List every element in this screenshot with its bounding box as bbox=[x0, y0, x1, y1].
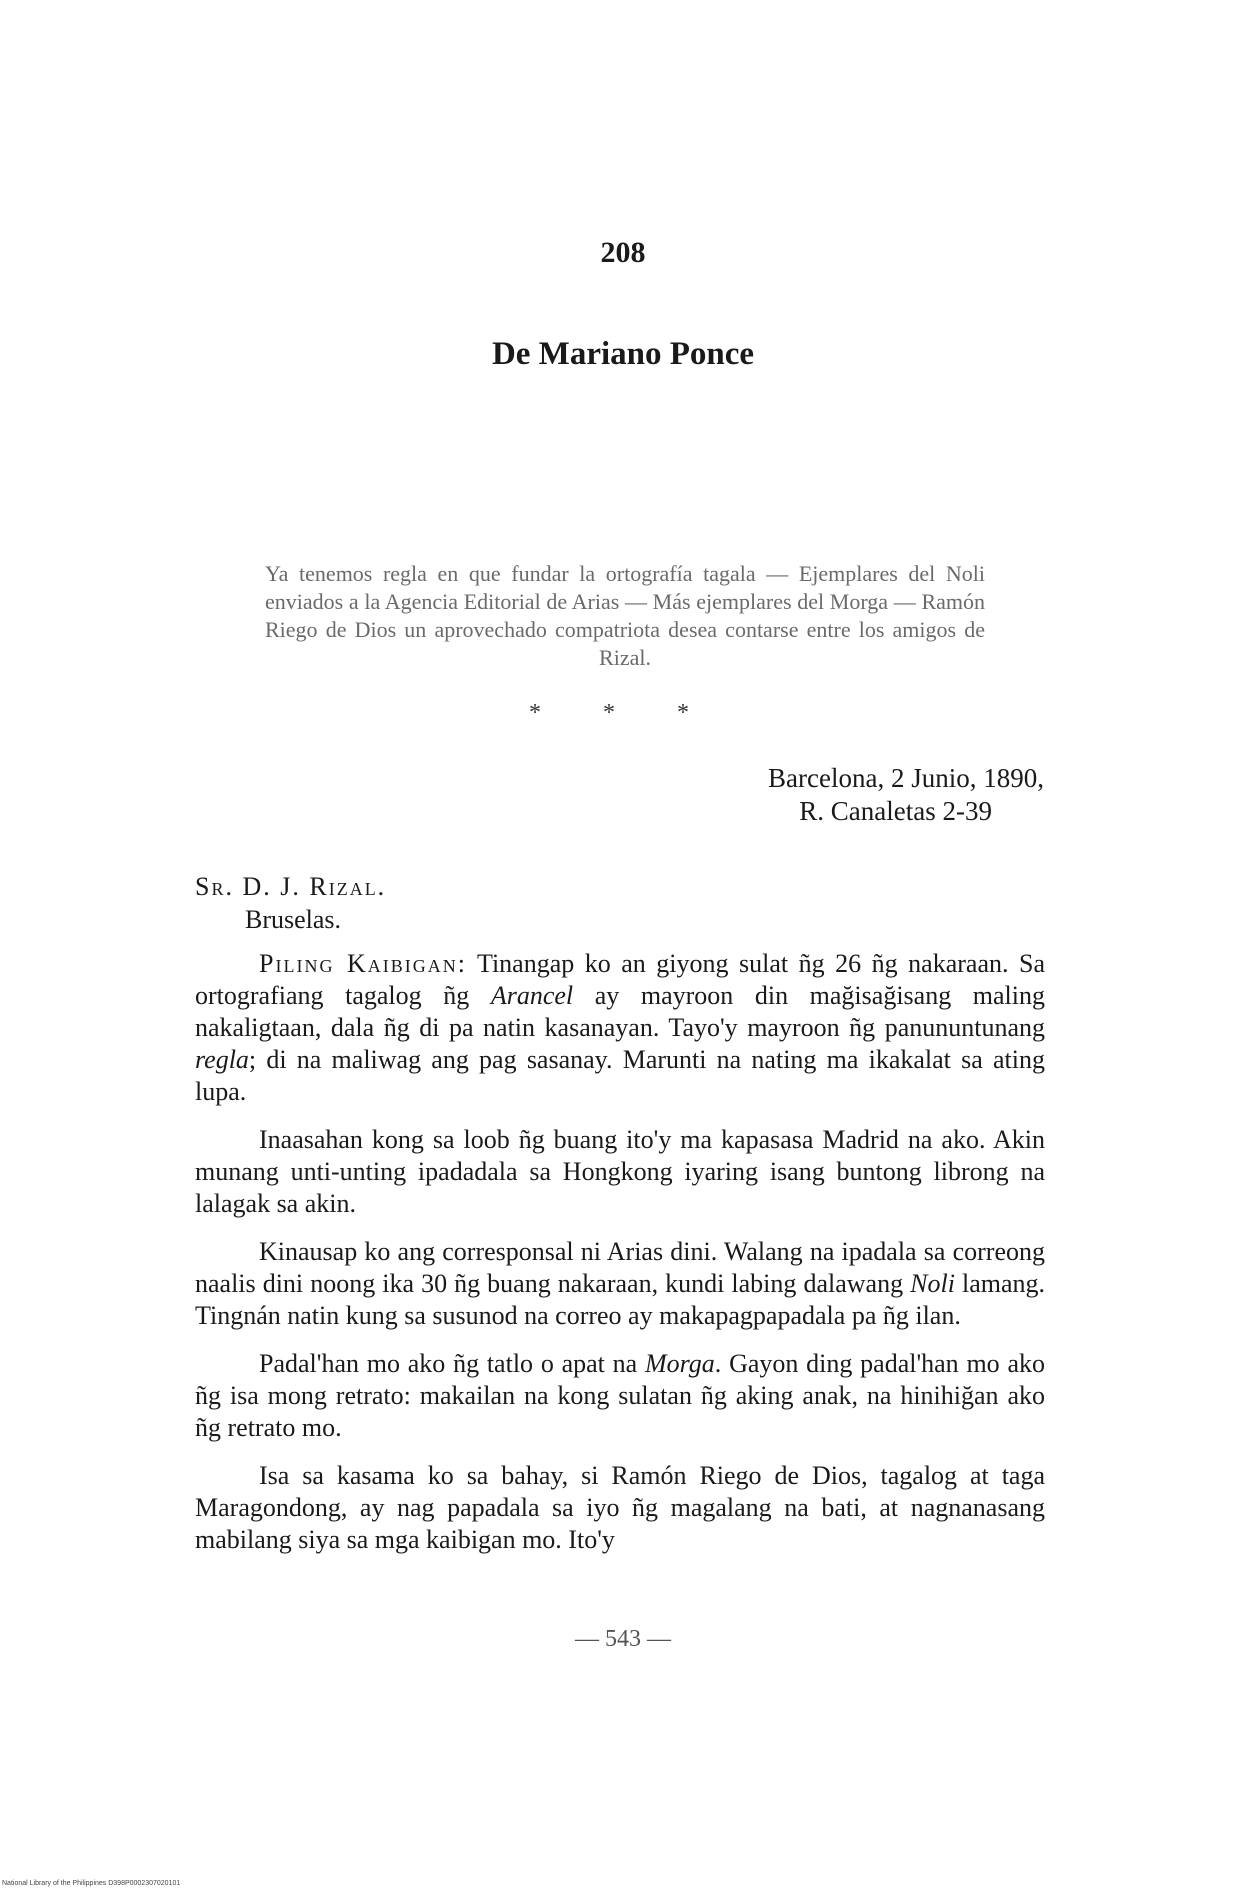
italic-title: Arancel bbox=[490, 981, 574, 1010]
address-line: R. Canaletas 2-39 bbox=[799, 796, 992, 826]
italic-title: Morga bbox=[644, 1349, 715, 1378]
letter-body bbox=[195, 948, 1045, 1572]
paragraph-text: Tinangap ko an giyong sulat ñg 26 ñg nakaraan. Sa ortografiang tagalog ñg bbox=[195, 949, 1045, 1010]
paragraph-text: ay mayroon din mağisağisang maling nakaligtaan, dala ñg di pa natin kasanayan. Tayo'y mayroon ñg panununtunang bbox=[195, 981, 1045, 1042]
paragraph-text: . Gayon ding padal'han mo ako ñg isa mong retrato: makailan na kong sulatan ñg aking anak, na hinihiğan ako ñg retrato mo. bbox=[195, 1349, 1045, 1442]
letter-number: 208 bbox=[600, 236, 646, 269]
recipient-block bbox=[195, 870, 386, 936]
archive-footer: National Library of the Philippines D398P0002307020101 bbox=[2, 1880, 181, 1887]
paragraph-text: Padal'han mo ako ñg tatlo o apat na bbox=[259, 1349, 645, 1378]
paragraph-text: lamang. Tingnán natin kung sa susunod na correo ay makapagpapadala pa ñg ilan. bbox=[195, 1269, 1046, 1330]
asterism-separator: * * * bbox=[529, 700, 717, 726]
paragraph bbox=[195, 1348, 1045, 1444]
paragraph-text: ; di na maliwag ang pag sasanay. Marunti na nating ma ikakalat sa ating lupa. bbox=[195, 1045, 1045, 1106]
paragraph-text: Kinausap ko ang corresponsal ni Arias dini. Walang na ipadala sa correong naalis dini noong ika 30 ñg buang nakaraan, kundi labing dalawang bbox=[195, 1237, 1045, 1298]
recipient-name: Sr. D. J. Rizal. bbox=[195, 872, 387, 901]
paragraph bbox=[195, 948, 1045, 1108]
paragraph: Inaasahan kong sa loob ñg buang ito'y ma kapasasa Madrid na ako. Akin munang unti-unting ipadadala sa Hongkong iyaring isang buntong librong na lalagak sa akin. bbox=[195, 1125, 1045, 1218]
salutation: Piling Kaibigan: bbox=[259, 949, 467, 978]
page-number: — 543 — bbox=[575, 1626, 671, 1652]
italic-title: Noli bbox=[910, 1269, 955, 1298]
paragraph: Isa sa kasama ko sa bahay, si Ramón Riego de Dios, tagalog at taga Maragondong, ay nag papadala sa iyo ñg magalang na bati, at nagnanasang mabilang siya sa mga kaibigan mo. Ito'y bbox=[195, 1461, 1045, 1554]
paragraph bbox=[195, 1236, 1045, 1332]
letter-title: De Mariano Ponce bbox=[491, 336, 755, 372]
place-date-block bbox=[768, 762, 1044, 828]
place-date-line: Barcelona, 2 Junio, 1890, bbox=[768, 763, 1044, 793]
letter-summary: Ya tenemos regla en que fundar la ortografía tagala — Ejemplares del Noli enviados a la Agencia Editorial de Arias — Más ejemplares del Morga — Ramón Riego de Dios un aprovechado compatriota desea contarse entre los amigos de Rizal. bbox=[265, 561, 985, 670]
recipient-city: Bruselas. bbox=[245, 905, 342, 934]
italic-word: regla bbox=[195, 1045, 249, 1074]
